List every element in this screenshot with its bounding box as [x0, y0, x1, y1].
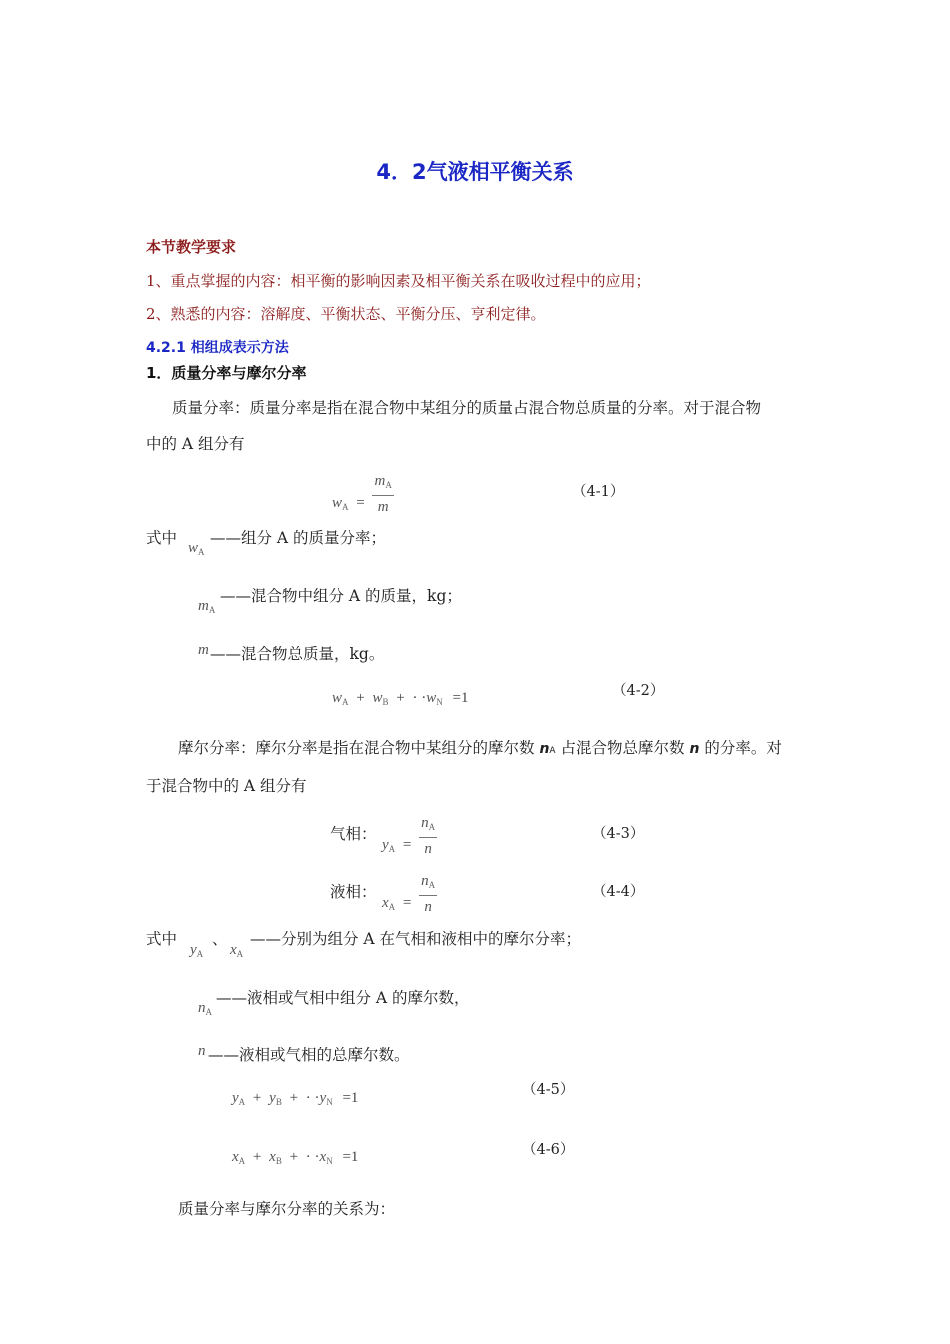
mole-fraction-paragraph-line2: 于混合物中的 A 组分有	[146, 777, 307, 795]
liquid-phase-label: 液相：	[330, 883, 377, 901]
symbol-xA: $x_A$	[230, 942, 244, 959]
equation-4-6: $x_A + x_B$ + · $\cdot x_N =1$	[232, 1149, 359, 1166]
definition-wA: ——组分 A 的质量分率；	[210, 529, 387, 547]
definition-n: ——液相或气相的总摩尔数。	[208, 1046, 410, 1064]
symbol-yA: $y_A$	[190, 942, 204, 959]
mass-fraction-paragraph-line1: 质量分率：质量分率是指在混合物中某组分的质量占混合物总质量的分率。对于混合物	[172, 399, 762, 417]
definition-nA: ——液相或气相中组分 A 的摩尔数，	[216, 989, 470, 1007]
equation-number-4-1: （4-1）	[572, 484, 625, 500]
relation-text: 质量分率与摩尔分率的关系为：	[178, 1200, 396, 1218]
symbol-mA: $m_A$	[198, 598, 216, 615]
equation-4-2: $w_A + w_B$ + · $\cdot w_N =1$	[332, 690, 469, 707]
equation-4-3: $y_A$ = $\frac{n_A}{n}$	[382, 815, 436, 857]
symbol-m: m	[198, 642, 209, 658]
symbol-n: n	[198, 1043, 206, 1059]
equation-number-4-5: （4-5）	[522, 1082, 575, 1098]
symbol-wA: $w_A$	[188, 540, 205, 557]
subsection-heading: 1．质量分率与摩尔分率	[146, 364, 307, 382]
equation-4-4: $x_A$ = $\frac{n_A}{n}$	[382, 873, 436, 915]
section-heading: 4.2.1 相组成表示方法	[146, 340, 289, 356]
requirement-item-2: 2、熟悉的内容：溶解度、平衡状态、平衡分压、亨利定律。	[146, 305, 546, 323]
where-label-2: 式中	[146, 930, 178, 948]
definition-mA: ——混合物中组分 A 的质量，kg；	[220, 587, 462, 605]
equation-number-4-6: （4-6）	[522, 1142, 575, 1158]
mass-fraction-paragraph-line2: 中的 A 组分有	[146, 435, 245, 453]
separator: 、	[212, 930, 228, 948]
equation-4-5: $y_A + y_B$ + · $\cdot y_N =1$	[232, 1090, 359, 1107]
equation-number-4-2: （4-2）	[612, 683, 665, 699]
equation-4-1: $w_A$ = $\frac{m_A}{m}$	[332, 473, 392, 515]
where-label-1: 式中	[146, 529, 178, 547]
definition-m: ——混合物总质量，kg。	[210, 645, 385, 663]
gas-phase-label: 气相：	[330, 825, 377, 843]
symbol-nA: $n_A$	[198, 1000, 212, 1017]
mole-fraction-paragraph-line1: 摩尔分率：摩尔分率是指在混合物中某组分的摩尔数 nA 占混合物总摩尔数 n 的分率。对	[178, 739, 782, 757]
definition-yA-xA: ——分别为组分 A 在气相和液相中的摩尔分率；	[250, 930, 582, 948]
requirements-heading: 本节教学要求	[146, 238, 237, 256]
page-title: 4．2气液相平衡关系	[376, 160, 574, 184]
equation-number-4-4: （4-4）	[592, 884, 645, 900]
equation-number-4-3: （4-3）	[592, 826, 645, 842]
requirement-item-1: 1、重点掌握的内容：相平衡的影响因素及相平衡关系在吸收过程中的应用；	[146, 272, 651, 290]
